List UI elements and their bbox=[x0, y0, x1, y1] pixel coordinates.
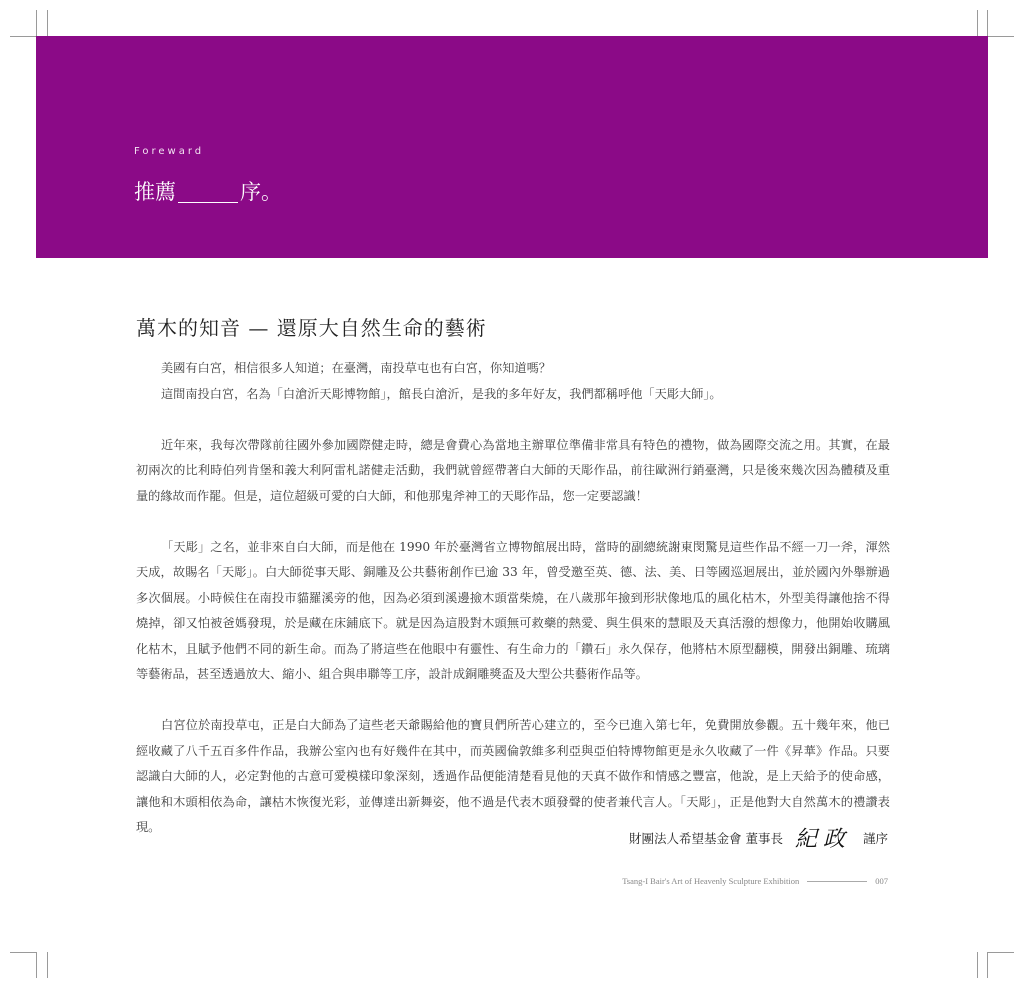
paragraph: 白宮位於南投草屯，正是白大師為了這些老天爺賜給他的寶貝們所苦心建立的，至今已進入第七年，免費開放參觀。五十幾年來，他已經收藏了八千五百多件作品，我辦公室內也有好幾件在其中，而英國倫敦維多利亞與亞伯特博物館更是永久收藏了一件《昇華》作品。只要認識白大師的人，必定對他的古意可愛模樣印象深刻，透過作品便能清楚看見他的天真不做作和情感之豐富，他說，是上天給予的使命感，讓他和木頭相依為命，讓枯木恢復光彩，並傳達出新舞姿，他不過是代表木頭發聲的使者兼代言人。「天彫」，正是他對大自然萬木的禮讚表現。 bbox=[136, 718, 890, 834]
crop-mark-tl-v bbox=[36, 10, 37, 36]
signature bbox=[629, 822, 888, 853]
section-label: Foreward bbox=[134, 146, 205, 157]
article-body bbox=[136, 356, 890, 866]
crop-mark-tr-v bbox=[987, 10, 988, 36]
crop-mark-bl-v bbox=[36, 952, 37, 978]
page-footer bbox=[622, 876, 888, 886]
signature-org: 財團法人希望基金會 董事長 bbox=[628, 830, 783, 846]
crop-mark-bl-v2 bbox=[47, 952, 48, 978]
page-number: 007 bbox=[875, 876, 888, 886]
footer-caption: Tsang-I Bair's Art of Heavenly Sculpture Exhibition bbox=[622, 876, 800, 886]
crop-mark-tl-h bbox=[10, 36, 36, 37]
footer-rule bbox=[807, 881, 867, 882]
crop-mark-br-v bbox=[987, 952, 988, 978]
section-title-left: 推薦 bbox=[134, 180, 176, 204]
paragraph: 近年來，我每次帶隊前往國外參加國際健走時，總是會費心為當地主辦單位準備非常具有特色的禮物，做為國際交流之用。其實，在最初兩次的比利時伯列肯堡和義大利阿雷札諾健走活動，我們就曾經帶著白大師的天彫作品，前往歐洲行銷臺灣，只是後來幾次因為體積及重量的緣故而作罷。但是，這位超級可愛的白大師，和他那鬼斧神工的天彫作品，您一定要認識！ bbox=[136, 437, 890, 503]
article-title: 萬木的知音 — 還原大自然生命的藝術 bbox=[136, 316, 487, 340]
header-band bbox=[36, 36, 988, 258]
crop-mark-tr-v2 bbox=[977, 10, 978, 36]
paragraph: 「天彫」之名，並非來自白大師，而是他在 1990 年於臺灣省立博物館展出時，當時的副總統謝東閔驚見這些作品不經一刀一斧，渾然天成，故賜名「天彫」。白大師從事天彫、銅雕及公共藝術創作已逾 33 年，曾受邀至英、德、法、美、日等國巡迴展出，並於國內外舉辦過多次個展。小時候住在南投市貓羅溪旁的他，因為必須到溪邊撿木頭當柴燒，在八歲那年撿到形狀像地瓜的風化枯木，外型美得讓他捨不得燒掉，卻又怕被爸媽發現，於是藏在床鋪底下。就是因為這股對木頭無可救藥的熱愛、與生俱來的慧眼及天真活潑的想像力，他開始收購風化枯木，且賦予他們不同的新生命。而為了將這些在他眼中有靈性、有生命力的「鑽石」永久保存，他將枯木原型翻模，開發出銅雕、琉璃等藝術品，甚至透過放大、縮小、組合與串聯等工序，設計成銅雕獎盃及大型公共藝術作品等。 bbox=[136, 539, 890, 681]
signature-name: 紀政 bbox=[794, 827, 851, 852]
signature-suffix: 謹序 bbox=[862, 830, 888, 846]
title-underline bbox=[178, 202, 238, 203]
crop-mark-br-v2 bbox=[977, 952, 978, 978]
paragraph: 美國有白宮，相信很多人知道；在臺灣，南投草屯也有白宮，你知道嗎？ bbox=[161, 361, 551, 375]
crop-mark-bl-h bbox=[10, 952, 36, 953]
crop-mark-br-h bbox=[988, 952, 1014, 953]
section-title-right: 序。 bbox=[240, 180, 282, 204]
section-title bbox=[134, 176, 282, 206]
crop-mark-tr-h bbox=[988, 36, 1014, 37]
crop-mark-tl-v2 bbox=[47, 10, 48, 36]
paragraph: 這間南投白宮，名為「白滄沂天彫博物館」，館長白滄沂，是我的多年好友，我們都稱呼他「天彫大師」。 bbox=[161, 386, 722, 401]
